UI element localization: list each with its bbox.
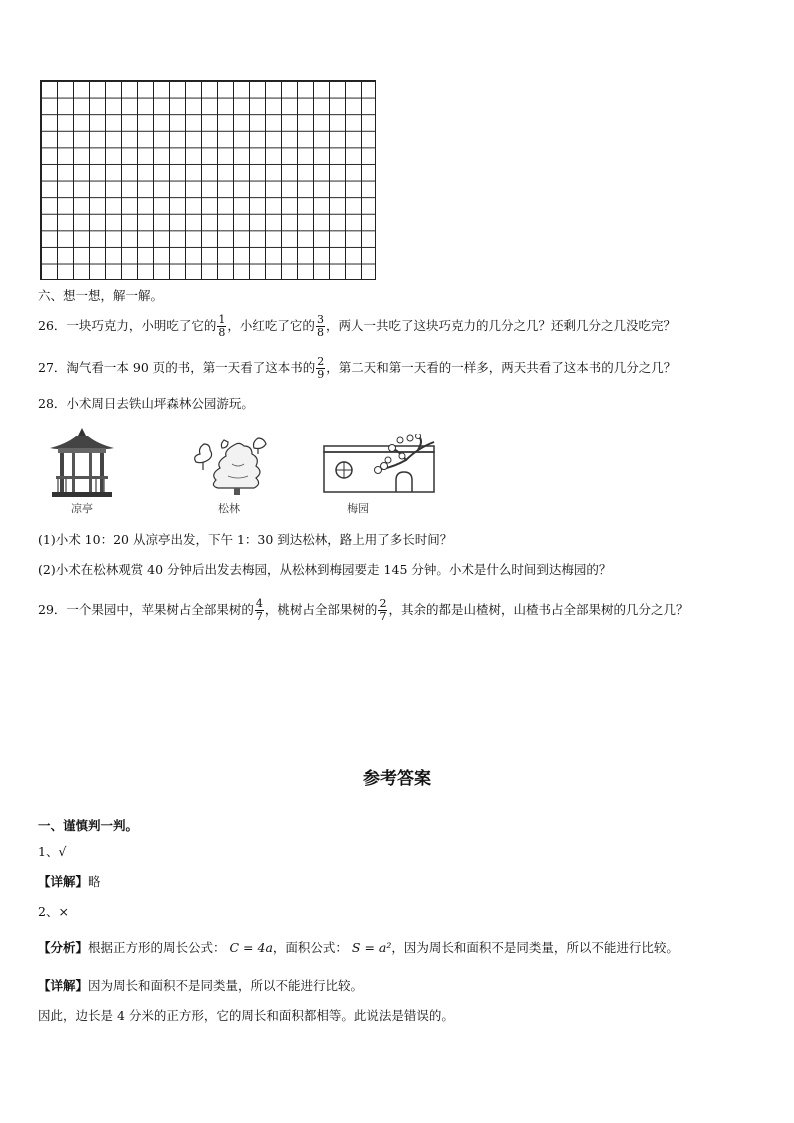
section6-heading: 六、想一想，解一解。 [38, 288, 164, 303]
question-27: 27．淘气看一本 90 页的书，第一天看了这本书的 $\frac{2}{9}$ ，第二天和第一天看的一样多，两天共看了这本书的几分之几？ [38, 355, 677, 381]
answer-1: 1、√ [38, 844, 67, 859]
answer-2-conclusion: 因此，边长是 4 分米的正方形，它的周长和面积都相等。此说法是错误的。 [38, 1008, 454, 1023]
perimeter-formula: C = 4a [229, 940, 273, 955]
caption-pine-forest: 松林 [218, 502, 240, 515]
question-28-part-1: (1)小术 10：20 从凉亭出发，下午 1：30 到达松林，路上用了多长时间？ [38, 532, 453, 547]
answers-section-1: 一、谨慎判一判。 [38, 818, 139, 833]
answer-2-detail: 【详解】因为周长和面积不是同类量，所以不能进行比较。 [38, 978, 364, 993]
area-formula: S = a² [351, 940, 392, 955]
fraction: $\frac{2}{7}$ [379, 597, 387, 623]
fraction: $\frac{2}{9}$ [317, 355, 325, 381]
pavilion-illustration [46, 426, 118, 498]
fraction: $\frac{3}{8}$ [316, 313, 324, 339]
answers-title: 参考答案 [363, 769, 431, 789]
answer-1-detail: 【详解】略 [38, 874, 101, 889]
caption-plum-garden: 梅园 [347, 502, 369, 515]
question-29: 29．一个果园中，苹果树占全部果树的 $\frac{4}{7}$ ，桃树占全部果树的 $\frac{2}{7}$ ，其余的都是山楂树，山楂书占全部果树的几分之几？ [38, 597, 689, 623]
question-26: 26．一块巧克力，小明吃了它的 $\frac{1}{8}$ ，小红吃了它的 $\frac{3}{8}$ ，两人一共吃了这块巧克力的几分之几？还剩几分之几没吃完？ [38, 313, 676, 339]
fraction: $\frac{4}{7}$ [255, 597, 263, 623]
question-28-part-2: (2)小术在松林观赏 40 分钟后出发去梅园，从松林到梅园要走 145 分钟。小术是什么时间到达梅园的？ [38, 562, 612, 577]
pine-forest-illustration [188, 434, 272, 496]
answer-2: 2、× [38, 904, 69, 919]
question-28: 28．小术周日去铁山坪森林公园游玩。 [38, 396, 254, 411]
caption-pavilion: 凉亭 [71, 502, 93, 515]
answer-2-analysis: 【分析】根据正方形的周长公式： C = 4a，面积公式： S = a²，因为周长和面积不是同类量，所以不能进行比较。 [38, 940, 679, 955]
plum-garden-illustration [322, 434, 436, 494]
writing-grid [40, 80, 376, 280]
fraction: $\frac{1}{8}$ [218, 313, 226, 339]
